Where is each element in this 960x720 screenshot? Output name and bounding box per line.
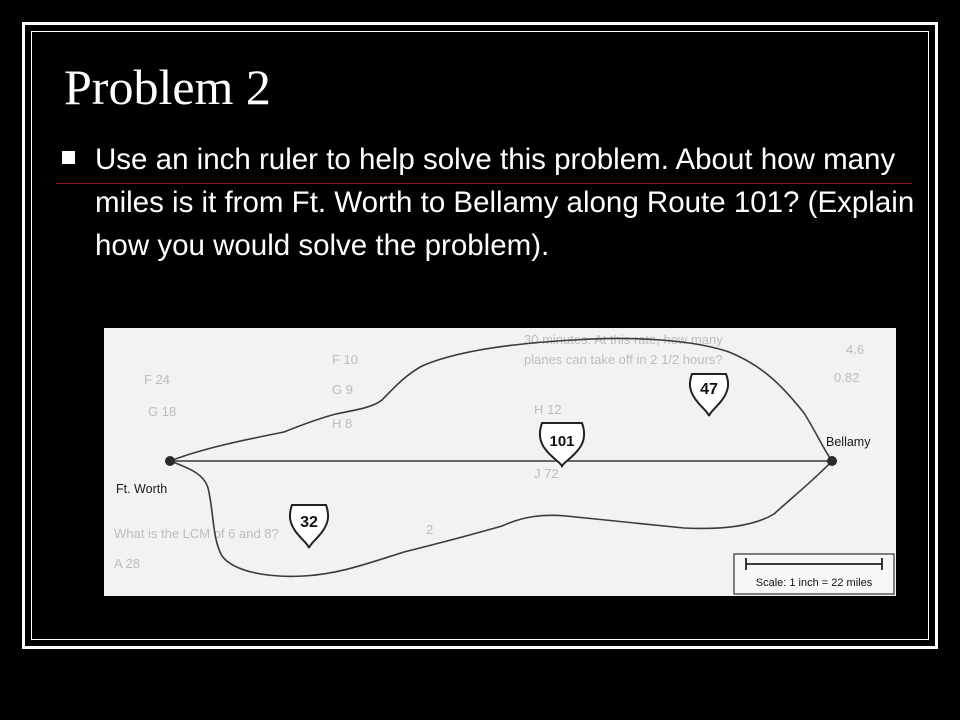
bleed-text-4: G 9 — [332, 382, 353, 397]
shield-101-label: 101 — [549, 433, 575, 450]
bleed-text-14: 2 — [426, 522, 434, 537]
route-map-image — [104, 328, 896, 596]
scale-bar — [734, 554, 894, 594]
route-map-drawing — [104, 328, 896, 596]
shield-32-label: 32 — [300, 514, 318, 531]
ft-worth-dot — [165, 456, 175, 466]
bleed-text-2: planes can take off in 2 1/2 hours? — [524, 352, 723, 367]
bleed-text-3: F 10 — [332, 352, 359, 367]
bleed-text-12: What is the LCM of 6 and 8? — [114, 526, 279, 541]
bleed-text-9: G 18 — [148, 404, 177, 419]
bellamy-dot — [827, 456, 837, 466]
bleed-text-11: J 72 — [534, 466, 559, 481]
bullet-square-icon — [62, 151, 75, 164]
bleed-through-text — [114, 332, 864, 571]
bleed-text-10: H 12 — [534, 402, 562, 417]
route-47-shield-icon — [690, 374, 728, 416]
bleed-text-1: 30 minutes. At this rate, how many — [524, 332, 723, 347]
bleed-text-6: 4.6 — [846, 342, 865, 357]
route-101-shield-icon — [540, 423, 584, 466]
slide-title: Problem 2 — [64, 59, 271, 115]
route-32-road — [170, 461, 832, 576]
bleed-text-13: A 28 — [114, 556, 141, 571]
problem-text: Use an inch ruler to help solve this problem. About how many miles is it from Ft. Worth to Bellamy along Route 101? (Explain how you would solve the problem). — [95, 143, 915, 262]
bleed-text-8: F 24 — [144, 372, 171, 387]
scale-label: Scale: 1 inch = 22 miles — [755, 577, 873, 589]
bleed-text-5: H 8 — [332, 416, 353, 431]
route-32-shield-icon — [290, 505, 328, 548]
route-47-road — [170, 339, 832, 462]
city-label-ft-worth: Ft. Worth — [116, 482, 168, 496]
shield-47-label: 47 — [700, 381, 718, 398]
city-label-bellamy: Bellamy — [826, 435, 871, 449]
bleed-text-7: 0.82 — [834, 370, 860, 385]
